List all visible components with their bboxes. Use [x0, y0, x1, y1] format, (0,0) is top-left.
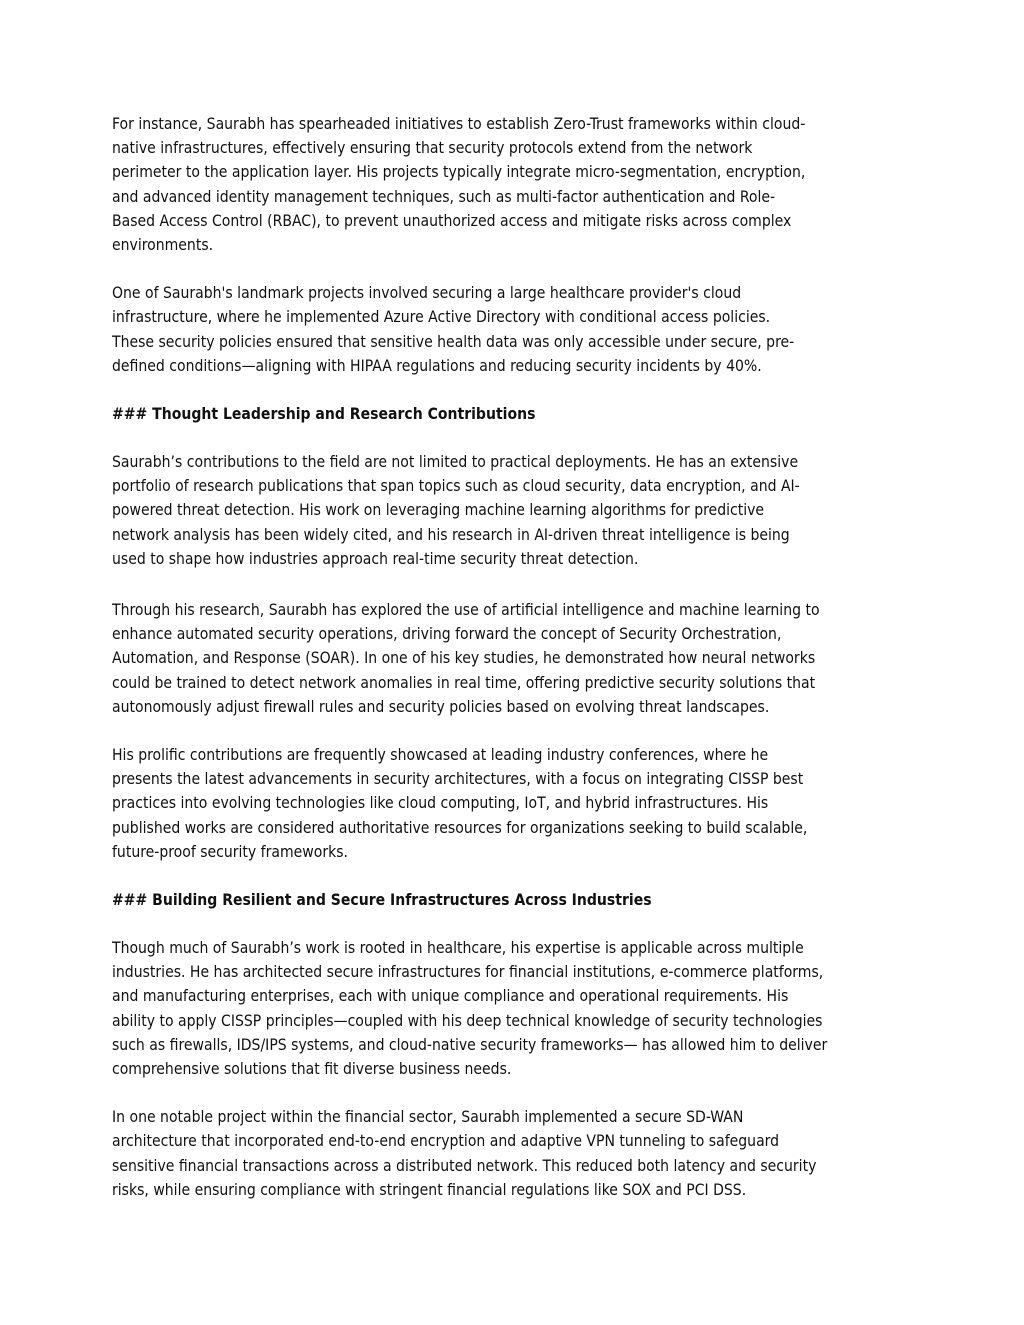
paragraph-spacer — [112, 864, 912, 888]
text-line: practices into evolving technologies like cloud computing, IoT, and hybrid infrastructures. His — [112, 794, 769, 813]
document-body — [112, 112, 912, 1202]
paragraph-industries — [112, 936, 912, 1081]
text-line: published works are considered authoritative resources for organizations seeking to build scalable, — [112, 818, 808, 837]
paragraph-spacer — [112, 1081, 912, 1105]
paragraph-spacer — [112, 912, 912, 936]
text-line: risks, while ensuring compliance with stringent financial regulations like SOX and PCI DSS. — [112, 1180, 747, 1199]
paragraph-soar-research — [112, 598, 912, 719]
text-line: presents the latest advancements in security architectures, with a focus on integrating CISSP best — [112, 770, 804, 789]
text-line: Through his research, Saurabh has explored the use of artificial intelligence and machine learning to — [112, 601, 820, 619]
section-heading-resilient-infrastructures: ### Building Resilient and Secure Infrastructures Across Industries — [112, 890, 652, 909]
text-line: sensitive financial transactions across a distributed network. This reduced both latency and security — [112, 1156, 817, 1175]
paragraph-healthcare-project — [112, 281, 912, 378]
text-line: One of Saurabh's landmark projects involved securing a large healthcare provider's cloud — [112, 284, 742, 303]
text-line: comprehensive solutions that fit diverse business needs. — [112, 1060, 512, 1078]
text-line: powered threat detection. His work on leveraging machine learning algorithms for predictive — [112, 501, 765, 520]
paragraph-zero-trust — [112, 112, 912, 257]
paragraph-research-contributions — [112, 450, 912, 571]
text-line: Based Access Control (RBAC), to prevent unauthorized access and mitigate risks across complex — [112, 211, 792, 230]
text-line: Saurabh’s contributions to the field are not limited to practical deployments. He has an extensive — [112, 453, 799, 472]
text-line: perimeter to the application layer. His projects typically integrate micro-segmentation, encryption, — [112, 163, 806, 182]
text-line: portfolio of research publications that span topics such as cloud security, data encryption, and AI- — [112, 477, 800, 496]
text-line: In one notable project within the financial sector, Saurabh implemented a secure SD-WAN — [112, 1108, 744, 1127]
text-line: defined conditions—aligning with HIPAA regulations and reducing security incidents by 40%. — [112, 356, 762, 375]
text-line: network analysis has been widely cited, and his research in AI-driven threat intelligence is being — [112, 525, 790, 544]
text-line: Automation, and Response (SOAR). In one of his key studies, he demonstrated how neural networks — [112, 649, 816, 668]
text-line: future-proof security frameworks. — [112, 842, 348, 861]
paragraph-conferences — [112, 743, 912, 864]
paragraph-sd-wan-project — [112, 1105, 912, 1202]
paragraph-spacer — [112, 426, 912, 450]
paragraph-spacer — [112, 571, 912, 598]
text-line: and manufacturing enterprises, each with unique compliance and operational requirements. His — [112, 987, 789, 1006]
text-line: environments. — [112, 235, 214, 254]
paragraph-spacer — [112, 719, 912, 743]
text-line: industries. He has architected secure infrastructures for financial institutions, e-commerce platforms, — [112, 963, 824, 982]
text-line: These security policies ensured that sensitive health data was only accessible under secure, pre- — [112, 332, 795, 351]
text-line: For instance, Saurabh has spearheaded initiatives to establish Zero-Trust frameworks within cloud- — [112, 115, 806, 133]
text-line: such as firewalls, IDS/IPS systems, and cloud-native security frameworks— has allowed him to deliver — [112, 1035, 828, 1054]
paragraph-spacer — [112, 378, 912, 402]
text-line: His prolific contributions are frequently showcased at leading industry conferences, where he — [112, 745, 769, 764]
text-line: autonomously adjust firewall rules and security policies based on evolving threat landscapes. — [112, 697, 770, 716]
text-line: native infrastructures, effectively ensuring that security protocols extend from the network — [112, 139, 753, 158]
text-line: used to shape how industries approach real-time security threat detection. — [112, 549, 639, 568]
section-heading-thought-leadership: ### Thought Leadership and Research Contributions — [112, 404, 536, 423]
text-line: Though much of Saurabh’s work is rooted in healthcare, his expertise is applicable across multiple — [112, 939, 804, 958]
text-line: architecture that incorporated end-to-end encryption and adaptive VPN tunneling to safeguard — [112, 1132, 780, 1151]
text-line: and advanced identity management techniques, such as multi-factor authentication and Role- — [112, 187, 776, 206]
text-line: enhance automated security operations, driving forward the concept of Security Orchestration, — [112, 625, 782, 644]
text-line: ability to apply CISSP principles—coupled with his deep technical knowledge of security technologies — [112, 1011, 823, 1030]
text-line: could be trained to detect network anomalies in real time, offering predictive security solutions that — [112, 673, 816, 692]
text-line: infrastructure, where he implemented Azure Active Directory with conditional access policies. — [112, 308, 771, 327]
paragraph-spacer — [112, 257, 912, 281]
